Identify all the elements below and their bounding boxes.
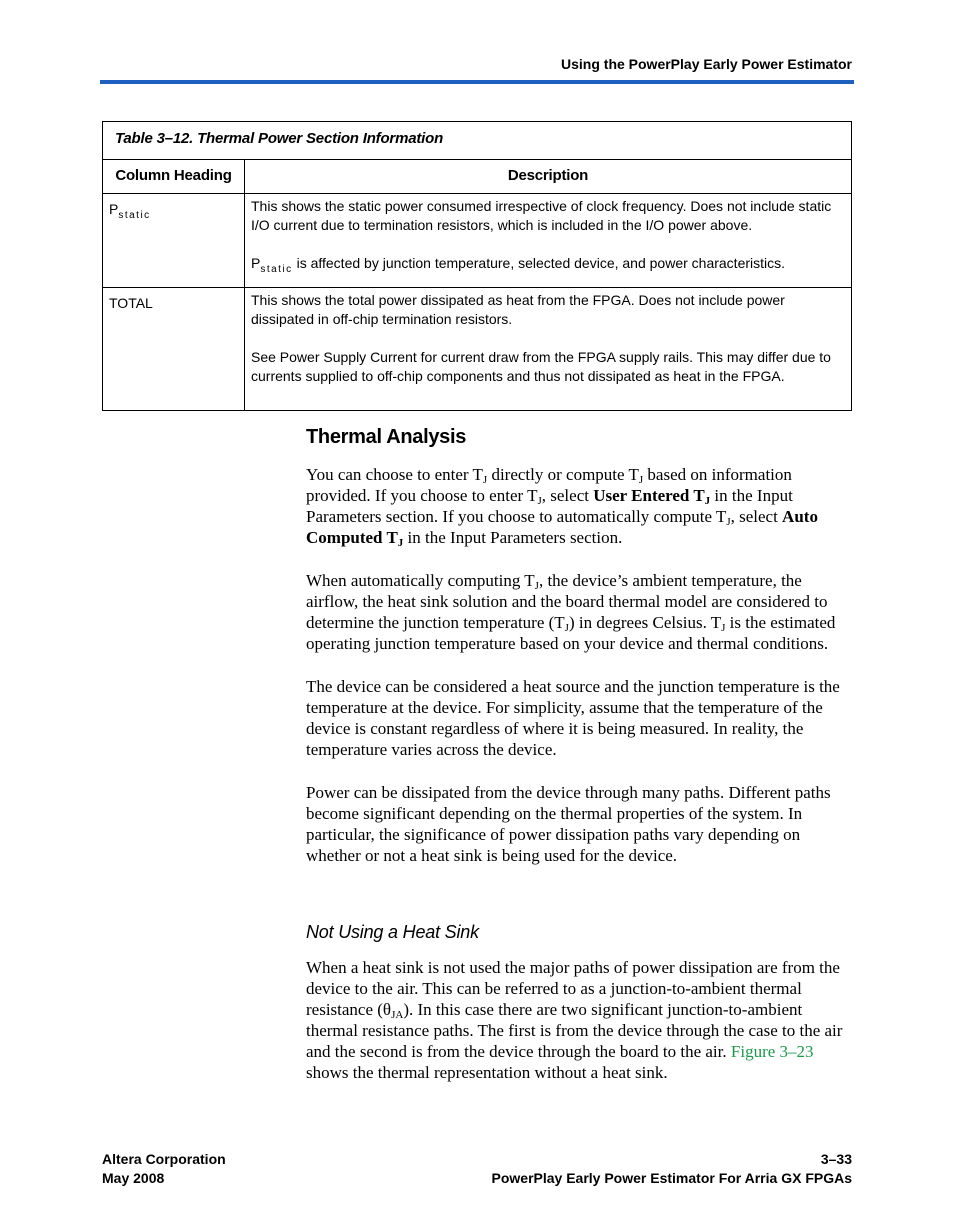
option-auto-computed-tj: Auto Computed $T_J$ <box>306 507 818 549</box>
description-paragraph: This shows the static power consumed irrespective of clock frequency. Does not include static I/O current due to termination resistors, which is included in the I/O power above. <box>251 198 832 233</box>
table-caption: Table 3–12. Thermal Power Section Information <box>103 122 852 160</box>
table-row <box>103 288 852 411</box>
footer-company: Altera Corporation <box>102 1151 226 1167</box>
thermal-power-table <box>102 121 852 411</box>
row-heading-total: TOTAL <box>103 288 245 411</box>
thermal-analysis-body <box>306 464 852 888</box>
section-title-thermal-analysis: Thermal Analysis <box>306 426 467 448</box>
footer-left <box>102 1150 226 1188</box>
row-description-pstatic <box>245 194 852 288</box>
description-paragraph: This shows the total power dissipated as heat from the FPGA. Does not include power dissipated in off-chip termination resistors. <box>251 292 785 327</box>
footer-right <box>492 1150 853 1188</box>
table-row <box>103 194 852 288</box>
paragraph-junction-to-ambient: When a heat sink is not used the major paths of power dissipation are from the device to the air. This can be referred to as a junction-to-ambient thermal resistance $(\theta_{JA})$. In this case there are two significant junction-to-ambient thermal resistance paths. The first is from the device through the case to the air and the second is from the device through the board to the air. Figure 3–23 shows the thermal representation without a heat sink. <box>306 958 843 1082</box>
row-description-total <box>245 288 852 411</box>
paragraph-choose-tj: You can choose to enter $T_J$ directly or compute $T_J$ based on information provided. If you choose to enter $T_J$, select User Entered $T_J$ in the Input Parameters section. If you choose to automatically compute $T_J$, select Auto Computed $T_J$ in the Input Parameters section. <box>306 465 818 549</box>
figure-3-23-link[interactable]: Figure 3–23 <box>730 1042 814 1061</box>
description-paragraph: See Power Supply Current for current draw from the FPGA supply rails. This may differ due to currents supplied to off-chip components and thus not dissipated as heat in the FPGA. <box>251 349 831 384</box>
subsection-title-no-heat-sink: Not Using a Heat Sink <box>306 922 479 942</box>
footer-book-title: PowerPlay Early Power Estimator For Arria GX FPGAs <box>491 1170 852 1186</box>
description-paragraph: $P_{static}$ is affected by junction temperature, selected device, and power characteristics. <box>251 255 786 275</box>
paragraph-auto-computing: When automatically computing $T_J$, the device’s ambient temperature, the airflow, the heat sink solution and the board thermal model are considered to determine the junction temperature $(T_J)$ in degrees Celsius. $T_J$ is the estimated operating junction temperature based on your device and thermal conditions. <box>306 571 836 653</box>
paragraph-dissipation-paths: Power can be dissipated from the device through many paths. Different paths become significant depending on the thermal properties of the system. In particular, the significance of power dissipation paths vary depending on whether or not a heat sink is being used for the device. <box>306 783 831 865</box>
paragraph-heat-source: The device can be considered a heat source and the junction temperature is the temperature at the device. For simplicity, assume that the temperature of the device is constant regardless of where it is being measured. In reality, the temperature varies across the device. <box>306 677 840 759</box>
column-heading-header: Column Heading <box>103 160 245 194</box>
description-header: Description <box>245 160 852 194</box>
footer-date: May 2008 <box>102 1170 165 1186</box>
running-header-title: Using the PowerPlay Early Power Estimator <box>561 56 852 72</box>
no-heat-sink-body <box>306 957 852 1105</box>
header-rule <box>100 80 854 84</box>
footer-page-number: 3–33 <box>820 1151 852 1167</box>
row-heading-pstatic: $P_{static}$ <box>103 194 245 288</box>
option-user-entered-tj: User Entered $T_J$ <box>593 486 711 507</box>
